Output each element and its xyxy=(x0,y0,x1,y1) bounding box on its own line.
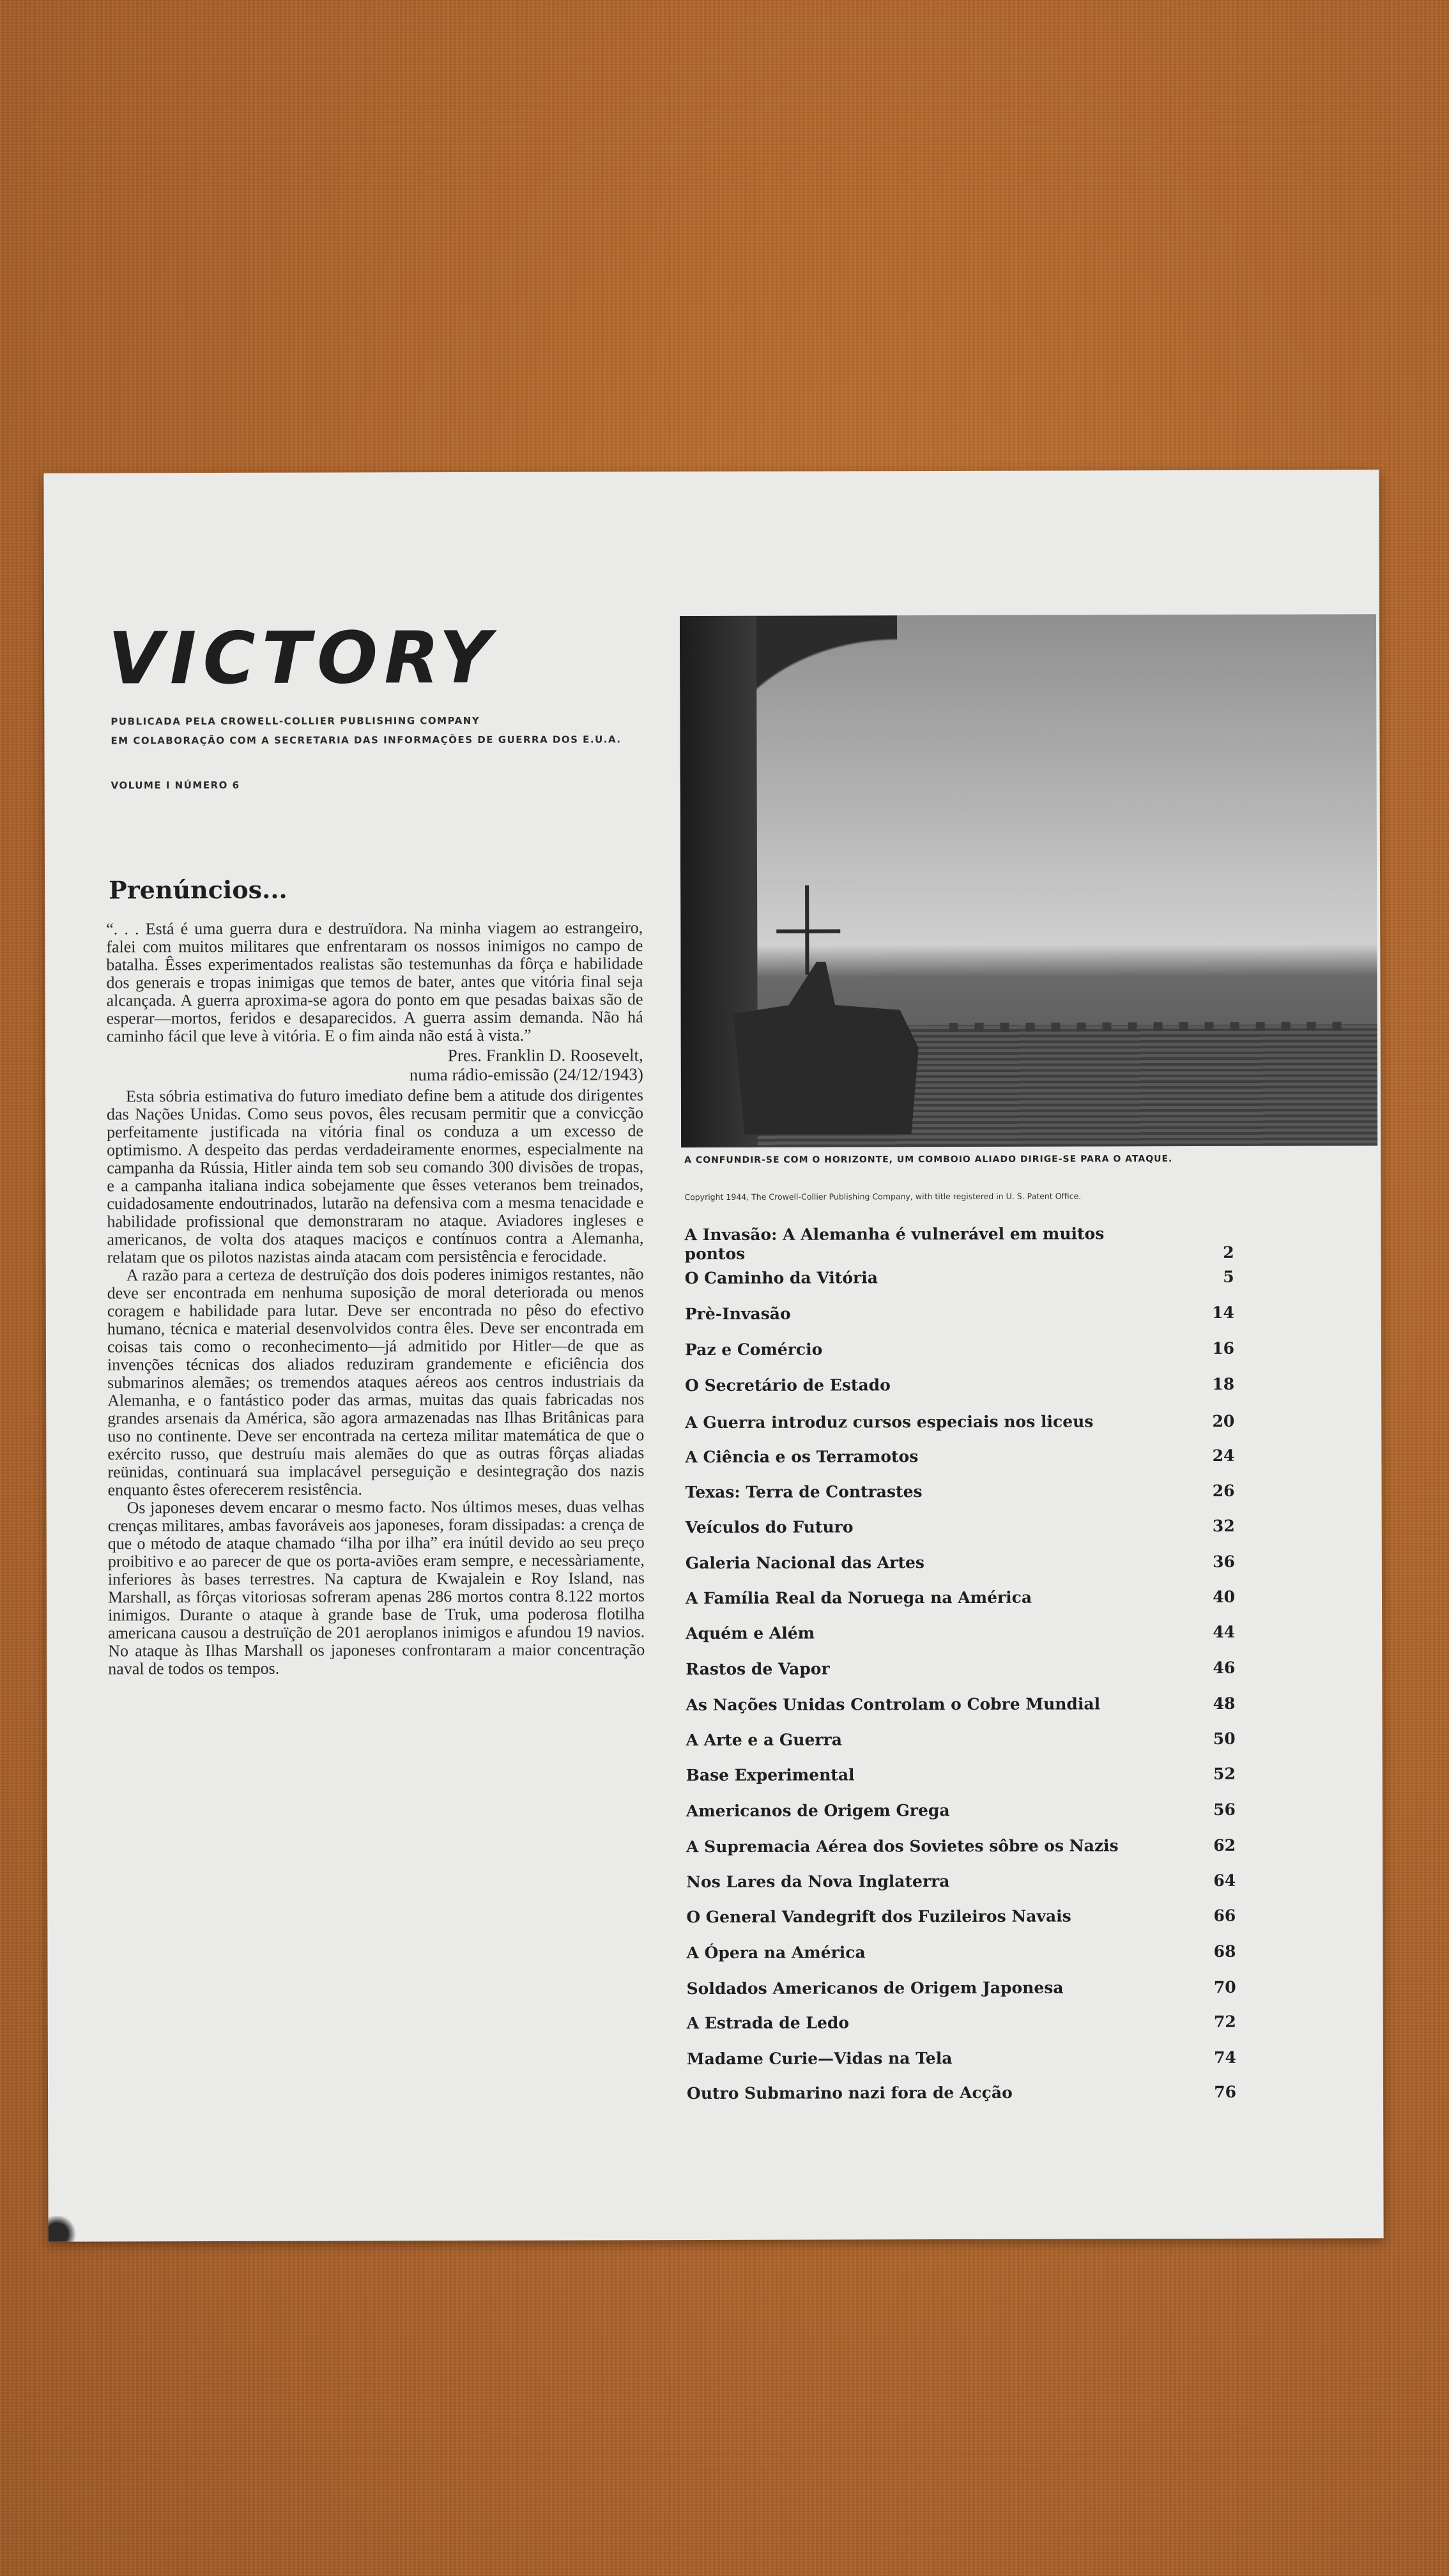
toc-page-number: 2 xyxy=(1223,1243,1234,1262)
toc-page-number: 46 xyxy=(1213,1658,1236,1677)
toc-entry xyxy=(686,1836,1236,1857)
toc-entry xyxy=(686,1552,1235,1573)
toc-page-number: 68 xyxy=(1213,1942,1236,1961)
toc-title: Soldados Americanos de Origem Japonesa xyxy=(686,1978,1064,1998)
magazine-page xyxy=(43,470,1383,2241)
article-paragraph: Os japoneses devem encarar o mesmo facto. Nos últimos meses, duas velhas crenças militares, ambas favoráveis aos japoneses, foram dissipadas: a crença de que o método de ataque chamado “ilha por ilha” era inútil devido ao seu preço proibitivo e ao parecer de que os porta-aviões eram sempre, e necessàriamente, inferiores às bases terrestres. Na captura de Kwajalein e Roy Island, nas Marshall, as fôrças vitoriosas sofreram apenas 286 mortos contra 8.122 mortos inimigos. Durante o ataque à grande base de Truk, uma poderosa flotilha americana causou a destruïção de 201 aeroplanos inimigos e afundou 19 navios. No ataque às Ilhas Marshall os japoneses confrontaram a maior concentração naval de todos os tempos. xyxy=(107,1497,645,1678)
toc-title: A Invasão: A Alemanha é vulnerável em muitos pontos xyxy=(684,1224,1105,1264)
toc-entry xyxy=(686,1729,1236,1750)
toc-entry xyxy=(685,1303,1234,1324)
article-body xyxy=(106,919,645,1678)
toc-page-number: 44 xyxy=(1213,1622,1236,1641)
publisher-line: PUBLICADA PELA CROWELL-COLLIER PUBLISHING COMPANY xyxy=(111,714,480,728)
toc-title: A Ciência e os Terramotos xyxy=(685,1447,919,1467)
toc-title: Paz e Comércio xyxy=(684,1340,823,1360)
signature-name: Pres. Franklin D. Roosevelt, xyxy=(447,1045,643,1066)
toc-title: As Nações Unidas Controlam o Cobre Mundial xyxy=(686,1694,1101,1715)
toc-title: A Ópera na América xyxy=(686,1943,866,1963)
toc-title: A Família Real da Noruega na América xyxy=(685,1588,1032,1608)
masthead-title: VICTORY xyxy=(107,616,498,701)
toc-entry xyxy=(685,1268,1234,1288)
toc-title: O Caminho da Vitória xyxy=(684,1268,878,1288)
toc-page-number: 76 xyxy=(1214,2082,1237,2101)
toc-entry xyxy=(685,1375,1234,1395)
toc-page-number: 14 xyxy=(1211,1303,1234,1322)
toc-entry xyxy=(687,1978,1236,1998)
toc-title: Base Experimental xyxy=(686,1765,855,1785)
toc-title: A Arte e a Guerra xyxy=(686,1730,842,1750)
toc-page-number: 24 xyxy=(1212,1446,1235,1465)
toc-entry xyxy=(686,1942,1236,1963)
toc-page-number: 16 xyxy=(1212,1338,1235,1358)
article-heading: Prenúncios... xyxy=(109,875,288,905)
toc-entry xyxy=(687,2083,1236,2103)
toc-title: Aquém e Além xyxy=(686,1623,815,1643)
toc-page-number: 64 xyxy=(1213,1871,1236,1890)
toc-page-number: 74 xyxy=(1214,2048,1236,2067)
toc-page-number: 62 xyxy=(1213,1836,1236,1855)
article-quote: “. . . Está é uma guerra dura e destruïdora. Na minha viagem ao estrangeiro, falei com muitos militares que enfrentaram os nossos inimigos no campo de batalha. Êsses experimentados realistas são testemunhas da fôrça e habilidade dos generais e tropas inimigas que temos de bater, antes que vitória final seja alcançada. A guerra aproxima-se agora do ponto em que pesadas baixas são de esperar—mortos, feridos e desaparecidos. A guerra assim demanda. Não há caminho fácil que leve à vitória. E o fim ainda não está à vista.” xyxy=(106,918,643,1046)
toc-page-number: 70 xyxy=(1213,1977,1236,1997)
toc-title: A Guerra introduz cursos especiais nos liceus xyxy=(685,1412,1094,1432)
toc-entry xyxy=(687,2012,1236,2033)
article-paragraph: A razão para a certeza de destruïção dos dois poderes inimigos restantes, não deve ser encontrada em nenhuma suposição de moral deteriorada ou menos coragem e habilidade para lutar. Deve ser encontrada no pêso do efectivo humano, técnica e material desenvolvidos contra êles. Deve ser encontrada em coisas tais como o reconhecimento—já admitido por Hitler—de que as invenções técnicas dos aliados reduziram grandemente e eficiência dos submarinos alemães; os tremendos ataques aéreos aos centros industriais da Alemanha, e o fantástico poder das armas, muitas das quais fabricadas nos grandes arsenais da América, são agora armazenadas nas Ilhas Britânicas para uso no continente. Deve ser encontrada na certeza militar matemática de que o exército russo, que destruíu mais alemães do que as outras fôrças aliadas reünidas, continuará sua implacável perseguição e desintegração dos nazis enquanto êstes oferecerem resistência. xyxy=(107,1264,645,1499)
photo-caption: A CONFUNDIR-SE COM O HORIZONTE, UM COMBOIO ALIADO DIRIGE-SE PARA O ATAQUE. xyxy=(684,1154,1173,1166)
toc-title: Texas: Terra de Contrastes xyxy=(685,1482,923,1502)
ship-silhouette xyxy=(733,962,919,1135)
toc-entry xyxy=(686,1800,1236,1821)
toc-page-number: 36 xyxy=(1213,1552,1235,1571)
toc-entry xyxy=(685,1412,1234,1432)
collaboration-line: EM COLABORAÇÃO COM A SECRETARIA DAS INFORMAÇÕES DE GUERRA DOS E.U.A. xyxy=(111,733,622,747)
toc-title: A Supremacia Aérea dos Sovietes sôbre os Nazis xyxy=(686,1836,1119,1857)
toc-page-number: 18 xyxy=(1212,1374,1235,1393)
toc-entry xyxy=(686,1871,1236,1892)
toc-page-number: 40 xyxy=(1213,1587,1236,1606)
toc-page-number: 56 xyxy=(1213,1800,1236,1819)
convoy-ships xyxy=(949,1022,1346,1032)
toc-title: Galeria Nacional das Artes xyxy=(685,1553,924,1573)
toc-entry xyxy=(686,1588,1235,1608)
convoy-photo xyxy=(680,614,1377,1147)
copyright-notice: Copyright 1944, The Crowell-Collier Publishing Company, with title registered in U. S. Patent Office. xyxy=(684,1191,1082,1202)
toc-entry xyxy=(686,1659,1235,1679)
toc-page-number: 52 xyxy=(1213,1764,1236,1783)
toc-entry xyxy=(686,1906,1236,1927)
toc-entry xyxy=(686,1765,1236,1785)
toc-title: Americanos de Origem Grega xyxy=(686,1801,950,1821)
toc-title: Outro Submarino nazi fora de Acção xyxy=(686,2083,1013,2103)
toc-title: O General Vandegrift dos Fuzileiros Navais xyxy=(686,1906,1071,1927)
toc-page-number: 20 xyxy=(1212,1411,1235,1430)
toc-entry xyxy=(687,2048,1236,2069)
toc-title: A Estrada de Ledo xyxy=(686,2013,850,2033)
toc-entry xyxy=(686,1517,1235,1537)
toc-title: Veículos do Futuro xyxy=(685,1517,854,1537)
toc-title: Madame Curie—Vidas na Tela xyxy=(686,2049,953,2069)
signature-source: numa rádio-emissão (24/12/1943) xyxy=(409,1064,643,1085)
quote-signature xyxy=(107,1045,643,1085)
toc-entry xyxy=(685,1339,1234,1360)
toc-entry xyxy=(685,1446,1234,1467)
article-paragraph: Esta sóbria estimativa do futuro imediato define bem a atitude dos dirigentes das Nações Unidas. Como seus povos, êles recusam permitir que a convicção perfeitamente justificada na vitória final os conduza a um excesso de optimismo. A despeito das perdas verdadeiramente enormes, especialmente na campanha da Rússia, Hitler ainda tem sob seu comando 300 divisões de tropas, e a campanha italiana indica sobejamente que êsses veteranos bem treinados, cuidadosamente endoutrinados, lutarão na defensiva com a mesma tenacidade e habilidade profissional que demonstraram no ataque. Aviadores ingleses e americanos, de volta dos ataques maciços e contínuos contra a Alemanha, relatam que os pilotos nazistas ainda atacam com persistência e ferocidade. xyxy=(106,1085,644,1267)
page-smudge xyxy=(49,2216,78,2242)
toc-page-number: 50 xyxy=(1213,1729,1236,1748)
toc-title: Rastos de Vapor xyxy=(686,1659,830,1679)
toc-title: Nos Lares da Nova Inglaterra xyxy=(686,1872,950,1892)
toc-page-number: 66 xyxy=(1213,1906,1236,1925)
toc-entry xyxy=(686,1623,1235,1643)
toc-entry xyxy=(686,1694,1235,1715)
toc-page-number: 72 xyxy=(1213,2012,1236,2031)
toc-title: O Secretário de Estado xyxy=(685,1376,891,1395)
toc-page-number: 26 xyxy=(1212,1481,1235,1500)
toc-page-number: 48 xyxy=(1213,1694,1236,1713)
toc-page-number: 32 xyxy=(1212,1516,1235,1535)
toc-page-number: 5 xyxy=(1223,1267,1234,1286)
toc-entry xyxy=(686,1482,1235,1502)
volume-number: VOLUME I NÚMERO 6 xyxy=(111,779,240,792)
ship-yardarm xyxy=(776,929,840,933)
toc-title: Prè-Invasão xyxy=(684,1304,791,1324)
table-of-contents xyxy=(684,1224,1237,2103)
toc-entry xyxy=(684,1224,1234,1264)
